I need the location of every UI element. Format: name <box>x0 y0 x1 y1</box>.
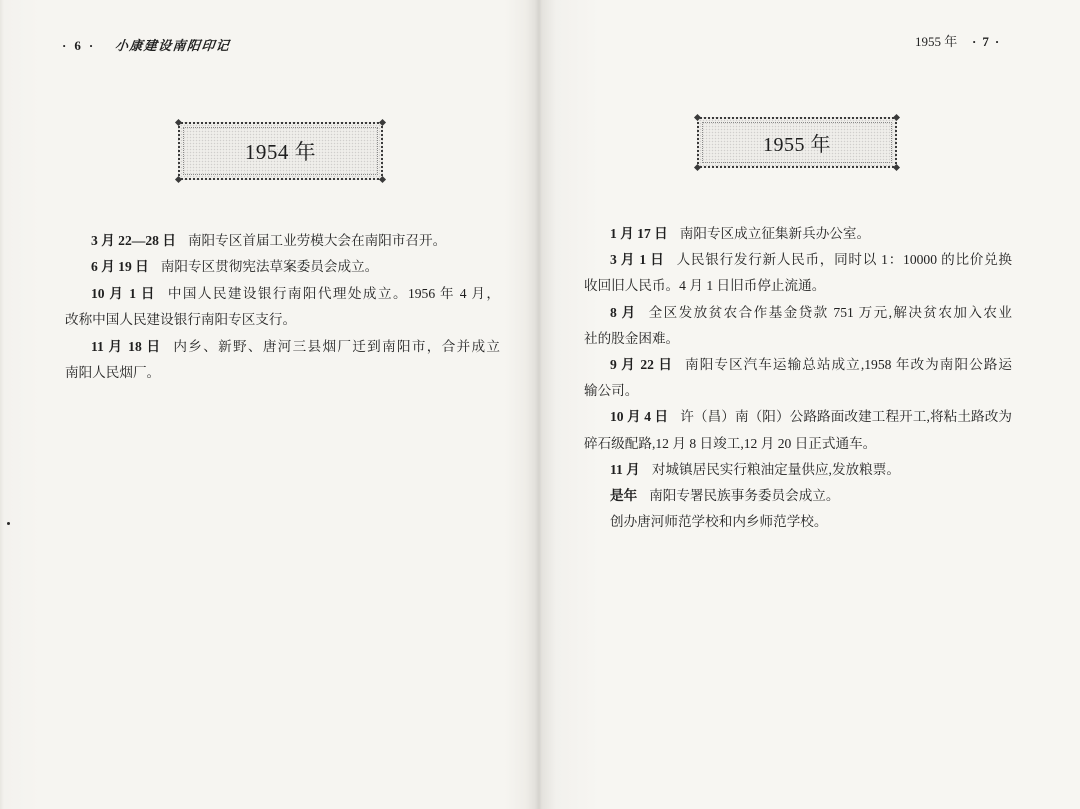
entry-line <box>65 334 500 360</box>
entry-line <box>584 300 1012 326</box>
entry-text: 南阳专署民族事务委员会成立。 <box>649 488 840 504</box>
year-heading: 1955 年 <box>763 134 831 156</box>
entry-text: 南阳专区汽车运输总站成立,1958 年改为南阳公路运 <box>685 357 1012 373</box>
entry-line <box>584 221 1012 247</box>
chronicle-entry <box>65 228 500 254</box>
entry-line: 收回旧人民币。4 月 1 日旧币停止流通。 <box>584 278 826 294</box>
entry-line <box>584 457 1012 483</box>
chronicle-entry <box>584 483 1012 509</box>
entry-text: 南阳专区首届工业劳模大会在南阳市召开。 <box>187 233 447 248</box>
page-number: ·6· <box>62 38 102 53</box>
entry-date: 9 月 22 日 <box>610 357 674 373</box>
chronicle-entry <box>584 509 1012 535</box>
entry-text: 对城镇居民实行粮油定量供应,发放粮票。 <box>651 461 900 477</box>
entry-date: 3 月 1 日 <box>610 252 665 268</box>
entry-date: 3 月 22—28 日 <box>91 233 176 248</box>
entry-line: 南阳人民烟厂。 <box>65 365 161 381</box>
chronicle-entry <box>65 334 500 387</box>
chronicle-entries <box>65 228 500 386</box>
chronicle-entry <box>65 254 500 280</box>
entry-text: 中国人民建设银行南阳代理处成立。1956 年 4 月， <box>167 285 500 301</box>
chronicle-entry <box>584 221 1012 247</box>
chronicle-entry <box>65 281 500 334</box>
year-heading: 1954 年 <box>244 140 317 164</box>
entry-text: 全区发放贫农合作基金贷款 751 万元,解决贫农加入农业 <box>648 304 1012 320</box>
year-heading-box <box>178 122 383 180</box>
entry-line <box>584 404 1012 430</box>
entry-line: 输公司。 <box>584 383 639 399</box>
left-page <box>0 0 538 809</box>
entry-date: 11 月 18 日 <box>91 338 162 354</box>
entry-text: 创办唐河师范学校和内乡师范学校。 <box>610 514 828 530</box>
year-heading-box <box>697 117 897 168</box>
entry-date: 10 月 4 日 <box>610 409 669 425</box>
entry-text: 南阳专区成立征集新兵办公室。 <box>679 226 871 241</box>
entry-line <box>584 352 1012 378</box>
right-page <box>540 0 1080 809</box>
entry-line <box>65 281 500 307</box>
entry-line: 碎石级配路,12 月 8 日竣工,12 月 20 日正式通车。 <box>584 435 877 451</box>
entry-line <box>65 254 500 280</box>
entry-line <box>65 228 500 254</box>
chronicle-entry <box>584 247 1012 299</box>
entry-text: 内乡、新野、唐河三县烟厂迁到南阳市，合并成立 <box>173 338 501 354</box>
chronicle-entries <box>584 221 1012 535</box>
entry-date: 11 月 <box>610 461 640 477</box>
running-head: 小康建设南阳印记 <box>114 38 232 53</box>
entry-date: 是年 <box>610 488 638 504</box>
page-number: ·7· <box>972 34 1006 49</box>
entry-line <box>584 247 1012 273</box>
entry-date: 8 月 <box>610 304 637 320</box>
entry-date: 1 月 17 日 <box>610 226 668 241</box>
entry-line <box>584 509 1012 535</box>
chronicle-entry <box>584 352 1012 404</box>
entry-line: 社的股金困难。 <box>584 330 680 346</box>
entry-line: 改称中国人民建设银行南阳专区支行。 <box>65 312 297 328</box>
entry-line <box>584 483 1012 509</box>
entry-date: 6 月 19 日 <box>91 259 149 275</box>
chronicle-entry <box>584 457 1012 483</box>
entry-date: 10 月 1 日 <box>91 285 156 301</box>
entry-text: 南阳专区贯彻宪法草案委员会成立。 <box>160 259 379 275</box>
entry-text: 人民银行发行新人民币，同时以 1：10000 的比价兑换 <box>676 252 1013 268</box>
running-head: 1955 年 <box>915 34 958 49</box>
chronicle-entry <box>584 300 1012 352</box>
chronicle-entry <box>584 404 1012 456</box>
entry-text: 许（昌）南（阳）公路路面改建工程开工,将粘土路改为 <box>680 409 1012 425</box>
